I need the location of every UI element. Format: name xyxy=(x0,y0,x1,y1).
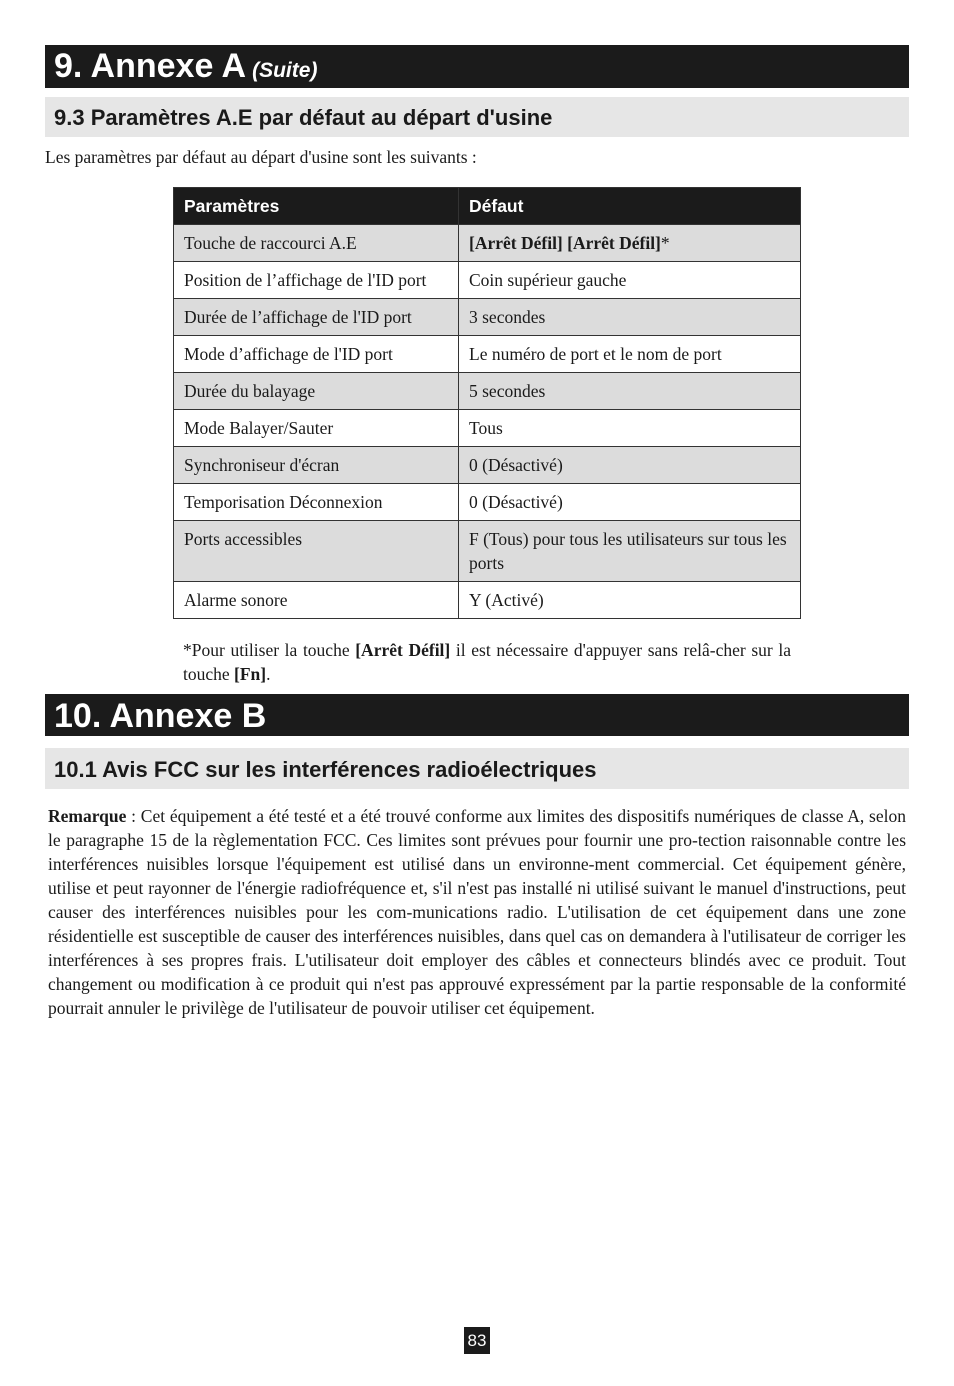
default-cell xyxy=(459,225,801,262)
section-9-header xyxy=(45,45,909,88)
subsection-10-1-title: 10.1 Avis FCC sur les interférences radioélectriques xyxy=(45,748,909,789)
remark-label: Remarque xyxy=(48,806,127,826)
table-row xyxy=(174,447,801,484)
table-row xyxy=(174,410,801,447)
default-cell: 5 secondes xyxy=(459,373,801,410)
footnote-key-scroll-lock: [Arrêt Défil] xyxy=(355,640,451,660)
default-cell: Le numéro de port et le nom de port xyxy=(459,336,801,373)
fcc-remark-paragraph xyxy=(48,804,906,1020)
default-cell: 3 secondes xyxy=(459,299,801,336)
section-9-title: 9. Annexe A xyxy=(54,47,247,85)
param-cell: Durée du balayage xyxy=(174,373,459,410)
default-cell: Tous xyxy=(459,410,801,447)
param-cell: Position de l’affichage de l'ID port xyxy=(174,262,459,299)
table-header-row xyxy=(174,188,801,225)
default-cell: 0 (Désactivé) xyxy=(459,447,801,484)
table-row xyxy=(174,521,801,582)
subsection-9-3-title: 9.3 Paramètres A.E par défaut au départ d'usine xyxy=(45,97,909,137)
default-cell: Coin supérieur gauche xyxy=(459,262,801,299)
default-cell: 0 (Désactivé) xyxy=(459,484,801,521)
section-9-suffix: (Suite) xyxy=(252,59,318,82)
footnote-text-1: *Pour utiliser la touche xyxy=(183,640,356,660)
table-row xyxy=(174,225,801,262)
intro-text: Les paramètres par défaut au départ d'usine sont les suivants : xyxy=(45,147,477,167)
default-cell: F (Tous) pour tous les utilisateurs sur tous les ports xyxy=(459,521,801,582)
param-cell: Durée de l’affichage de l'ID port xyxy=(174,299,459,336)
table-row xyxy=(174,582,801,619)
page-number: 83 xyxy=(464,1327,490,1354)
footnote-text-2: il est nécessaire d'appuyer sans relâ-cher sur la touche xyxy=(183,640,791,684)
default-cell-bold: [Arrêt Défil] [Arrêt Défil] xyxy=(469,233,661,253)
param-cell: Ports accessibles xyxy=(174,521,459,582)
default-parameters-table xyxy=(173,187,801,619)
param-cell: Touche de raccourci A.E xyxy=(174,225,459,262)
param-cell: Synchroniseur d'écran xyxy=(174,447,459,484)
remark-text: : Cet équipement a été testé et a été trouvé conforme aux limites des dispositifs numériques de classe A, selon le paragraphe 15 de la règlementation FCC. Ces limites sont prévues pour fournir une pro-tection raisonnable contre les interférences nuisibles lorsque l'équipement est utilisé dans un environne-ment commercial. Cet équipement génère, utilise et peut rayonner de l'énergie radiofréquence et, s'il n'est pas installé ni utilisé suivant le manuel d'instructions, peut causer des interférences nuisibles pour les com-munications radio. L'utilisation de cet équipement dans une zone résidentielle est susceptible de causer des interférences nuisibles, dans quel cas on demandera à l'utilisateur de corriger les interférences à ses propres frais. L'utilisateur doit employer des câbles et connecteurs blindés avec ce produit. Tout changement ou modification à ce produit qui n'est pas approuvé expressément par la partie responsable de la conformité pourrait annuler le privilège de l'utilisateur de pouvoir utiliser cet équipement. xyxy=(48,806,906,1018)
footnote-key-fn: [Fn] xyxy=(234,664,267,684)
default-cell: Y (Activé) xyxy=(459,582,801,619)
footnote-text-3: . xyxy=(266,664,271,684)
table-row xyxy=(174,336,801,373)
table-row xyxy=(174,484,801,521)
header-defaut: Défaut xyxy=(459,188,801,225)
table-row xyxy=(174,373,801,410)
param-cell: Mode Balayer/Sauter xyxy=(174,410,459,447)
table-row xyxy=(174,299,801,336)
param-cell: Temporisation Déconnexion xyxy=(174,484,459,521)
param-cell: Mode d’affichage de l'ID port xyxy=(174,336,459,373)
default-cell-asterisk: * xyxy=(660,233,670,253)
table-row xyxy=(174,262,801,299)
table-footnote xyxy=(183,638,791,686)
section-10-title: 10. Annexe B xyxy=(45,694,909,736)
param-cell: Alarme sonore xyxy=(174,582,459,619)
header-parametres: Paramètres xyxy=(174,188,459,225)
